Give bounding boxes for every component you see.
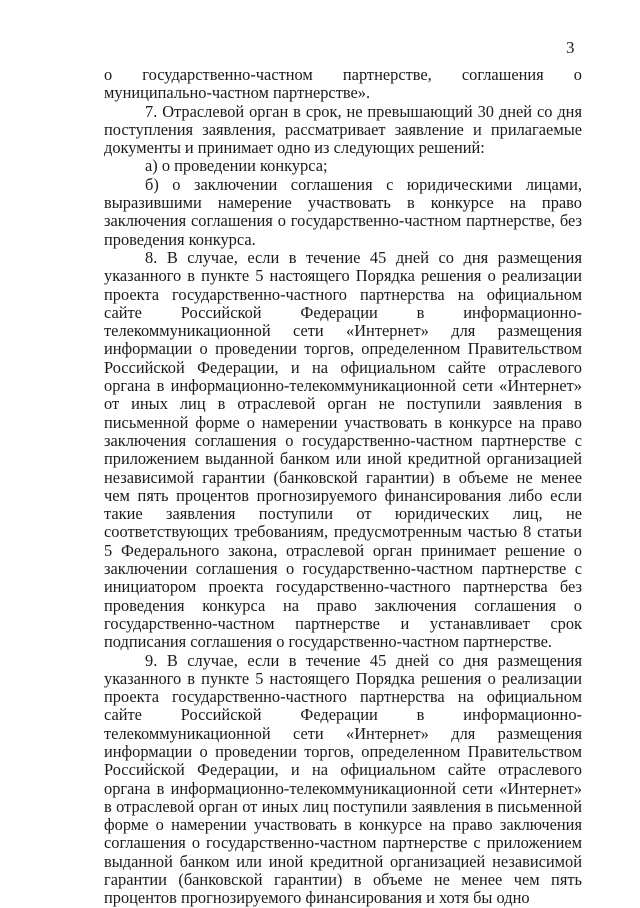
document-body [104, 66, 582, 908]
paragraph-continuation: о государственно-частном партнерстве, соглашения о муниципально-частном партнерстве». [104, 65, 582, 103]
page-number: 3 [566, 38, 575, 57]
paragraph-item-9: 9. В случае, если в течение 45 дней со дня размещения указанного в пункте 5 настоящего Порядка решения о реализации проекта государственно-частного партнерства на официальном сайте Российской Федерации в информационно-телекоммуникационной сети «Интернет» для размещения информации о проведении торгов, определенном Правительством Российской Федерации, и на официальном сайте отраслевого органа в информационно-телекоммуникационной сети «Интернет» в отраслевой орган от иных лиц поступили заявления в письменной форме о намерении участвовать в конкурсе на право заключения соглашения о государственно-частном партнерстве с приложением выданной банком или иной кредитной организацией независимой гарантии (банковской гарантии) в объеме не менее чем пять процентов прогнозируемого финансирования и хотя бы одно [104, 650, 582, 908]
paragraph-item-8: 8. В случае, если в течение 45 дней со дня размещения указанного в пункте 5 настоящего Порядка решения о реализации проекта государственно-частного партнерства на официальном сайте Российской Федерации в информационно-телекоммуникационной сети «Интернет» для размещения информации о проведении торгов, определенном Правительством Российской Федерации, и на официальном сайте отраслевого органа в информационно-телекоммуникационной сети «Интернет» от иных лиц в отраслевой орган не поступили заявления в письменной форме о намерении участвовать в конкурсе на право заключения соглашения о государственно-частном партнерстве с приложением выданной банком или иной кредитной организацией независимой гарантии (банковской гарантии) в объеме не менее чем пять процентов прогнозируемого финансирования либо если такие заявления поступили от юридических лиц, не соответствующих требованиям, предусмотренным частью 8 статьи 5 Федерального закона, отраслевой орган принимает решение о заключении соглашения о государственно-частном партнерстве с инициатором проекта государственно-частного партнерства без проведения конкурса на право заключения соглашения о государственно-частном партнерстве и устанавливает срок подписания соглашения о государственно-частном партнерстве. [104, 247, 582, 652]
paragraph-item-7: 7. Отраслевой орган в срок, не превышающий 30 дней со дня поступления заявления, рассматривает заявление и прилагаемые документы и принимает одно из следующих решений: [104, 101, 582, 158]
paragraph-subitem-b: б) о заключении соглашения с юридическими лицами, выразившими намерение участвовать в конкурсе на право заключения соглашения о государственно-частном партнерстве, без проведения конкурса. [104, 174, 582, 249]
paragraph-subitem-a: а) о проведении конкурса; [145, 156, 328, 176]
